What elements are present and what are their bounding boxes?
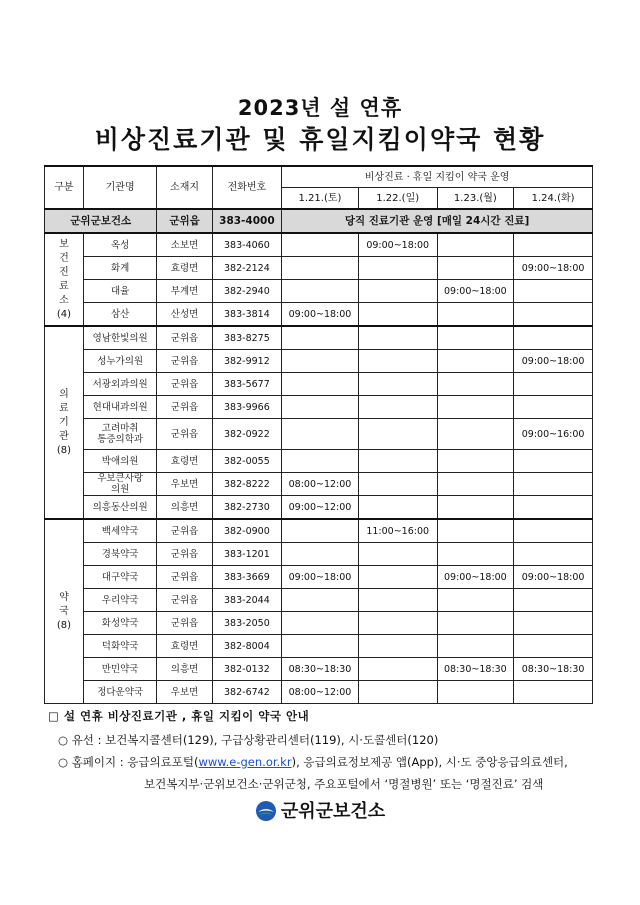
- hours-jan21: [282, 589, 359, 612]
- hours-jan23: [437, 612, 514, 635]
- hours-jan22: [358, 543, 437, 566]
- hours-jan22: [358, 635, 437, 658]
- phone: 382-0132: [212, 658, 282, 681]
- phone: 383-4060: [212, 233, 282, 257]
- pharmacy-row: [45, 658, 593, 681]
- hours-jan22: [358, 450, 437, 473]
- location: 우보면: [157, 681, 212, 704]
- pharmacy-row: [45, 519, 593, 543]
- hours-jan22: 11:00~16:00: [358, 519, 437, 543]
- hours-jan23: [437, 233, 514, 257]
- footer-logo: [0, 797, 640, 823]
- clinic-row: [45, 450, 593, 473]
- location: 군위읍: [157, 350, 212, 373]
- hours-jan24: [514, 612, 593, 635]
- header-location: 소재지: [157, 166, 212, 209]
- phone: 382-0055: [212, 450, 282, 473]
- pharmacy-group-label: 약 국 (8): [45, 519, 84, 704]
- location: 군위읍: [157, 543, 212, 566]
- hours-jan22: [358, 681, 437, 704]
- hours-jan21: 09:00~18:00: [282, 566, 359, 589]
- hq-note: 당직 진료기관 운영 [매일 24시간 진료]: [282, 209, 593, 233]
- hours-jan21: [282, 233, 359, 257]
- hours-jan23: [437, 635, 514, 658]
- clinic-row: [45, 350, 593, 373]
- clinic-group-label: 의 료 기 관 (8): [45, 326, 84, 519]
- location: 군위읍: [157, 396, 212, 419]
- location: 군위읍: [157, 566, 212, 589]
- header-name: 기관명: [83, 166, 157, 209]
- location: 효령면: [157, 257, 212, 280]
- location: 부계면: [157, 280, 212, 303]
- hours-jan21: [282, 612, 359, 635]
- clinic-row: [45, 473, 593, 496]
- hours-jan23: 09:00~18:00: [437, 280, 514, 303]
- hours-jan24: 09:00~18:00: [514, 350, 593, 373]
- institution-name: 경북약국: [83, 543, 157, 566]
- phone: 382-6742: [212, 681, 282, 704]
- health-post-row: [45, 257, 593, 280]
- hours-jan23: 08:30~18:30: [437, 658, 514, 681]
- institution-name: 대율: [83, 280, 157, 303]
- hours-jan22: [358, 419, 437, 450]
- hours-jan24: 09:00~18:00: [514, 566, 593, 589]
- clinic-row: [45, 496, 593, 520]
- egen-link[interactable]: www.e-gen.or.kr: [198, 755, 292, 769]
- hours-jan22: [358, 589, 437, 612]
- location: 군위읍: [157, 373, 212, 396]
- header-date-4: 1.24.(화): [514, 188, 593, 210]
- schedule-table: [44, 165, 593, 704]
- location: 군위읍: [157, 419, 212, 450]
- location: 소보면: [157, 233, 212, 257]
- hours-jan23: [437, 396, 514, 419]
- phone: 382-0900: [212, 519, 282, 543]
- institution-name: 옥성: [83, 233, 157, 257]
- health-center-emblem-icon: [255, 800, 277, 822]
- phone: 382-2124: [212, 257, 282, 280]
- title-main: 비상진료기관 및 휴일지킴이약국 현황: [94, 125, 546, 154]
- phone: 383-8275: [212, 326, 282, 350]
- hq-location: 군위읍: [157, 209, 212, 233]
- clinic-row: [45, 396, 593, 419]
- hours-jan23: [437, 473, 514, 496]
- hours-jan22: [358, 473, 437, 496]
- institution-name: 서광외과의원: [83, 373, 157, 396]
- hours-jan21: [282, 519, 359, 543]
- hours-jan21: [282, 635, 359, 658]
- hours-jan24: [514, 303, 593, 327]
- hours-jan22: [358, 257, 437, 280]
- location: 의흥면: [157, 496, 212, 520]
- hours-jan22: [358, 612, 437, 635]
- institution-name: 현대내과의원: [83, 396, 157, 419]
- hq-name: 군위군보건소: [45, 209, 157, 233]
- hours-jan24: [514, 589, 593, 612]
- hours-jan23: [437, 419, 514, 450]
- clinic-row: [45, 419, 593, 450]
- header-operation: 비상진료 · 휴일 지킴이 약국 운영: [282, 166, 593, 188]
- hours-jan24: 09:00~18:00: [514, 257, 593, 280]
- hours-jan23: [437, 589, 514, 612]
- institution-name: 덕화약국: [83, 635, 157, 658]
- phone: 383-2050: [212, 612, 282, 635]
- pharmacy-row: [45, 612, 593, 635]
- location: 군위읍: [157, 612, 212, 635]
- hours-jan22: [358, 396, 437, 419]
- location: 군위읍: [157, 326, 212, 350]
- hours-jan22: [358, 496, 437, 520]
- hours-jan23: [437, 681, 514, 704]
- hq-row: [45, 209, 593, 233]
- hours-jan24: [514, 373, 593, 396]
- hours-jan21: [282, 373, 359, 396]
- header-date-2: 1.22.(일): [358, 188, 437, 210]
- phone: 383-2044: [212, 589, 282, 612]
- health-post-group-label: 보 건 진 료 소 (4): [45, 233, 84, 326]
- institution-name: 영남한빛의원: [83, 326, 157, 350]
- hours-jan22: [358, 658, 437, 681]
- hours-jan21: 08:30~18:30: [282, 658, 359, 681]
- hours-jan24: [514, 681, 593, 704]
- hours-jan23: [437, 326, 514, 350]
- notes-search-line: 보건복지부·군위보건소·군위군청, 주요포털에서 ‘명절병원’ 또는 ‘명절진료’ 검색: [144, 777, 544, 791]
- hours-jan22: [358, 373, 437, 396]
- header-group: 구분: [45, 166, 84, 209]
- footer-org-name: 군위군보건소: [280, 801, 386, 822]
- hours-jan24: [514, 280, 593, 303]
- hours-jan21: [282, 450, 359, 473]
- phone: 383-3669: [212, 566, 282, 589]
- phone: 382-8004: [212, 635, 282, 658]
- hours-jan24: [514, 473, 593, 496]
- institution-name: 박애의원: [83, 450, 157, 473]
- hours-jan21: 09:00~18:00: [282, 303, 359, 327]
- hours-jan22: 09:00~18:00: [358, 233, 437, 257]
- hours-jan24: [514, 233, 593, 257]
- phone: 382-8222: [212, 473, 282, 496]
- hours-jan24: [514, 326, 593, 350]
- hours-jan23: [437, 519, 514, 543]
- institution-name: 성누가의원: [83, 350, 157, 373]
- hours-jan21: [282, 326, 359, 350]
- phone: 382-2730: [212, 496, 282, 520]
- hours-jan24: [514, 519, 593, 543]
- institution-name: 만민약국: [83, 658, 157, 681]
- hours-jan22: [358, 326, 437, 350]
- hours-jan22: [358, 280, 437, 303]
- pharmacy-row: [45, 589, 593, 612]
- institution-name: 우보큰사랑 의원: [83, 473, 157, 496]
- institution-name: 백세약국: [83, 519, 157, 543]
- hours-jan23: [437, 450, 514, 473]
- notes-homepage-prefix: ○ 홈페이지 : 응급의료포털(: [58, 755, 199, 769]
- notes-heading: □ 설 연휴 비상진료기관 , 휴일 지킴이 약국 안내: [48, 709, 310, 723]
- pharmacy-row: [45, 543, 593, 566]
- clinic-row: [45, 373, 593, 396]
- hours-jan22: [358, 350, 437, 373]
- hours-jan21: 08:00~12:00: [282, 473, 359, 496]
- header-phone: 전화번호: [212, 166, 282, 209]
- institution-name: 의흥동산의원: [83, 496, 157, 520]
- hours-jan21: [282, 396, 359, 419]
- hours-jan24: [514, 450, 593, 473]
- pharmacy-row: [45, 681, 593, 704]
- location: 군위읍: [157, 519, 212, 543]
- phone: 382-2940: [212, 280, 282, 303]
- hours-jan21: [282, 350, 359, 373]
- hours-jan24: [514, 635, 593, 658]
- hours-jan21: [282, 257, 359, 280]
- phone: 383-9966: [212, 396, 282, 419]
- phone: 383-5677: [212, 373, 282, 396]
- institution-name: 화계: [83, 257, 157, 280]
- institution-name: 대구약국: [83, 566, 157, 589]
- institution-name: 고려마취 통증의학과: [83, 419, 157, 450]
- notes-phone-line: ○ 유선 : 보건복지콜센터(129), 구급상황관리센터(119), 시·도콜센터(120): [58, 733, 439, 747]
- phone: 382-9912: [212, 350, 282, 373]
- hours-jan22: [358, 303, 437, 327]
- location: 효령면: [157, 450, 212, 473]
- hours-jan21: 08:00~12:00: [282, 681, 359, 704]
- institution-name: 화성약국: [83, 612, 157, 635]
- location: 효령면: [157, 635, 212, 658]
- title-year-holiday: 2023년 설 연휴: [237, 96, 403, 120]
- hq-phone: 383-4000: [212, 209, 282, 233]
- location: 우보면: [157, 473, 212, 496]
- institution-name: 정다운약국: [83, 681, 157, 704]
- institution-name: 삼산: [83, 303, 157, 327]
- health-post-row: [45, 303, 593, 327]
- phone: 383-1201: [212, 543, 282, 566]
- hours-jan23: [437, 303, 514, 327]
- health-post-row: [45, 280, 593, 303]
- location: 군위읍: [157, 589, 212, 612]
- hours-jan23: [437, 373, 514, 396]
- institution-name: 우리약국: [83, 589, 157, 612]
- phone: 383-3814: [212, 303, 282, 327]
- hours-jan24: 08:30~18:30: [514, 658, 593, 681]
- notes-homepage-line: [58, 754, 568, 770]
- pharmacy-row: [45, 566, 593, 589]
- location: 산성면: [157, 303, 212, 327]
- hours-jan24: [514, 496, 593, 520]
- hours-jan24: 09:00~16:00: [514, 419, 593, 450]
- hours-jan21: [282, 280, 359, 303]
- hours-jan21: [282, 419, 359, 450]
- hours-jan24: [514, 396, 593, 419]
- pharmacy-row: [45, 635, 593, 658]
- header-date-3: 1.23.(월): [437, 188, 514, 210]
- hours-jan21: [282, 543, 359, 566]
- hours-jan23: [437, 257, 514, 280]
- hours-jan22: [358, 566, 437, 589]
- health-post-row: [45, 233, 593, 257]
- phone: 382-0922: [212, 419, 282, 450]
- hours-jan23: [437, 350, 514, 373]
- hours-jan24: [514, 543, 593, 566]
- location: 의흥면: [157, 658, 212, 681]
- clinic-row: [45, 326, 593, 350]
- hours-jan21: 09:00~12:00: [282, 496, 359, 520]
- hours-jan23: [437, 543, 514, 566]
- hours-jan23: 09:00~18:00: [437, 566, 514, 589]
- hours-jan23: [437, 496, 514, 520]
- header-date-1: 1.21.(토): [282, 188, 359, 210]
- notes-homepage-suffix: ), 응급의료정보제공 앱(App), 시·도 중앙응급의료센터,: [291, 755, 568, 769]
